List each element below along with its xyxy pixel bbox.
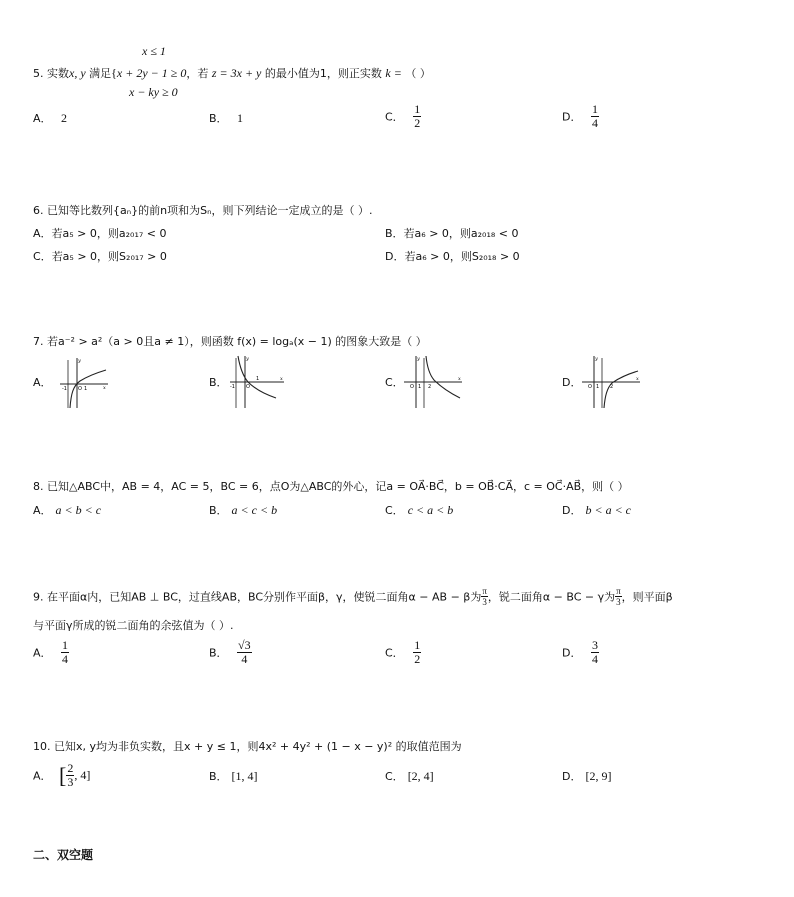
- q5-k: k =: [385, 66, 402, 80]
- option-text: b < a < c: [585, 503, 632, 517]
- q5-option-b: [209, 110, 243, 126]
- q9-stem-a: 9. 在平面α内，已知AB ⊥ BC，过直线AB，BC分别作平面β，γ，使锐二面角α − AB − β为: [33, 590, 482, 604]
- q5-paren: （ ）: [405, 67, 431, 80]
- denominator: 4: [591, 652, 598, 666]
- option-label: C．: [33, 250, 52, 263]
- numerator: √3: [238, 638, 251, 652]
- q5-objective: z = 3x + y: [211, 66, 262, 80]
- option-value: 1: [237, 111, 244, 125]
- decreasing-log-graph-icon: [228, 354, 286, 410]
- q9-option-c: [385, 639, 421, 666]
- q7-stem: 7. 若a⁻² > a²（a > 0且a ≠ 1），则函数 f(x) = logₐ(x − 1) 的图象大致是（ ）: [33, 335, 427, 348]
- option-fraction: [237, 639, 252, 666]
- svg-text:x: x: [280, 376, 283, 382]
- option-text: a < b < c: [55, 503, 102, 517]
- q10-option-a: [33, 762, 90, 789]
- q7-option-c-label: C．: [385, 376, 404, 389]
- section-heading: 二、双空题: [33, 848, 94, 862]
- option-text: 若a₆ > 0，则S₂₀₁₈ > 0: [404, 250, 520, 263]
- option-label: A．: [33, 227, 52, 240]
- svg-text:O: O: [246, 384, 250, 390]
- increasing-log-graph-icon: [58, 356, 110, 410]
- option-label: C．: [385, 504, 404, 517]
- option-label: B．: [209, 112, 228, 125]
- svg-text:2: 2: [428, 384, 432, 390]
- q8-stem: 8. 已知△ABC中，AB = 4，AC = 5，BC = 6，点O为△ABC的外心，记a = OA⃗·BC⃗，b = OB⃗·CA⃗，c = OC⃗·AB⃗，则（ ）: [33, 480, 629, 493]
- option-label: B．: [385, 227, 404, 240]
- svg-text:1: 1: [418, 384, 422, 390]
- bracket-open: [: [59, 762, 67, 788]
- q8-option-b: [209, 502, 277, 518]
- q6-option-c: [33, 248, 167, 264]
- svg-text:2: 2: [610, 384, 614, 390]
- option-label: C．: [385, 110, 404, 124]
- q5-constraint-1: x ≤ 1: [142, 44, 166, 58]
- option-label: B．: [209, 646, 228, 660]
- q10-option-b: [209, 768, 258, 784]
- option-text: 若a₆ > 0，则a₂₀₁₈ < 0: [403, 227, 519, 240]
- q10-option-c: [385, 768, 434, 784]
- option-fraction: [591, 639, 599, 666]
- svg-text:x: x: [636, 376, 639, 382]
- numerator: 1: [414, 638, 421, 652]
- svg-text:O: O: [78, 386, 82, 392]
- denominator: 4: [591, 116, 598, 130]
- option-label: A．: [33, 504, 52, 517]
- q5-suffix: 的最小值为1，则正实数: [264, 67, 382, 80]
- q5-option-c: [385, 103, 421, 130]
- option-label: D．: [562, 110, 582, 124]
- q9-stem-b: ，锐二面角α − BC − γ为: [487, 590, 616, 604]
- q9-stem-c: ，则平面β: [621, 590, 673, 604]
- option-text: [2, 9]: [585, 769, 612, 783]
- svg-text:y: y: [246, 356, 249, 362]
- denominator: 3: [616, 597, 621, 607]
- svg-text:O: O: [410, 384, 414, 390]
- option-text: [1, 4]: [231, 769, 258, 783]
- svg-text:x: x: [103, 385, 106, 391]
- numerator: 2: [67, 761, 74, 775]
- q7-option-a-label: A．: [33, 376, 52, 389]
- q5-mid: 满足: [89, 67, 112, 80]
- q7-option-b-label: B．: [209, 376, 228, 389]
- svg-text:x: x: [458, 376, 461, 382]
- q8-option-c: [385, 502, 453, 518]
- q6-option-d: [385, 248, 520, 264]
- option-label: D．: [562, 504, 582, 517]
- q5-stem: [33, 65, 431, 81]
- option-text: c < a < b: [407, 503, 454, 517]
- q7-option-d-label: D．: [562, 376, 582, 389]
- increasing-shifted-log-graph-icon: [580, 354, 642, 410]
- svg-text:-1: -1: [230, 384, 235, 390]
- option-fraction: [591, 103, 599, 130]
- q5-option-a: [33, 110, 67, 126]
- q5-number: 5.: [33, 67, 44, 80]
- q9-stem: [33, 586, 673, 607]
- q9-option-d: [562, 639, 599, 666]
- option-text: a < c < b: [231, 503, 278, 517]
- option-label: C．: [385, 770, 404, 783]
- q10-stem: 10. 已知x, y均为非负实数，且x + y ≤ 1，则4x² + 4y² + (1 − x − y)² 的取值范围为: [33, 740, 462, 753]
- option-value: 2: [61, 111, 68, 125]
- numerator: 1: [62, 638, 69, 652]
- option-text: 若a₅ > 0，则S₂₀₁₇ > 0: [51, 250, 167, 263]
- option-label: A．: [33, 769, 52, 783]
- denominator: 4: [241, 652, 248, 666]
- q5-option-d: [562, 103, 599, 130]
- q9-option-a: [33, 639, 69, 666]
- svg-text:y: y: [78, 358, 81, 364]
- svg-text:y: y: [417, 356, 420, 362]
- q10-option-d: [562, 768, 611, 784]
- q5-constraint-3: x − ky ≥ 0: [129, 85, 178, 99]
- option-label: A．: [33, 112, 52, 125]
- q8-option-a: [33, 502, 101, 518]
- numerator: 1: [591, 102, 598, 116]
- option-label: A．: [33, 646, 52, 660]
- q5-comma: ，若: [186, 67, 209, 80]
- denominator: 3: [482, 597, 487, 607]
- q6-stem: 6. 已知等比数列{aₙ}的前n项和为Sₙ，则下列结论一定成立的是（ ）.: [33, 204, 373, 217]
- option-label: B．: [209, 770, 228, 783]
- q8-option-d: [562, 502, 631, 518]
- q6-option-a: [33, 225, 166, 241]
- numerator: 1: [414, 102, 421, 116]
- svg-text:1: 1: [256, 376, 260, 382]
- denominator: 3: [67, 775, 74, 789]
- option-label: D．: [385, 250, 405, 263]
- numerator: 3: [591, 638, 598, 652]
- q9-stem-line2: 与平面γ所成的锐二面角的余弦值为（ ）.: [33, 619, 234, 632]
- option-fraction: [61, 639, 69, 666]
- numerator: π: [482, 586, 487, 596]
- option-fraction: [413, 639, 421, 666]
- q5-brace: {: [111, 66, 117, 80]
- numerator: π: [616, 586, 621, 596]
- option-label: B．: [209, 504, 228, 517]
- q5-prefix: 实数: [47, 67, 69, 80]
- option-label: D．: [562, 646, 582, 660]
- option-text: [2, 4]: [407, 769, 434, 783]
- svg-text:1: 1: [596, 384, 600, 390]
- option-fraction: [413, 103, 421, 130]
- q6-option-b: [385, 225, 519, 241]
- denominator: 2: [414, 116, 421, 130]
- denominator: 2: [414, 652, 421, 666]
- svg-text:1: 1: [84, 386, 88, 392]
- svg-text:O: O: [588, 384, 592, 390]
- bracket-close: , 4]: [74, 768, 91, 782]
- q5-vars: x, y: [69, 66, 86, 80]
- decreasing-shifted-log-graph-icon: [402, 354, 464, 410]
- q9-option-b: [209, 639, 252, 666]
- option-label: C．: [385, 646, 404, 660]
- q5-constraint-2: x + 2y − 1 ≥ 0: [116, 66, 187, 80]
- option-label: D．: [562, 770, 582, 783]
- option-text: 若a₅ > 0，则a₂₀₁₇ < 0: [51, 227, 167, 240]
- svg-text:y: y: [595, 356, 598, 362]
- denominator: 4: [62, 652, 69, 666]
- svg-text:-1: -1: [62, 386, 67, 392]
